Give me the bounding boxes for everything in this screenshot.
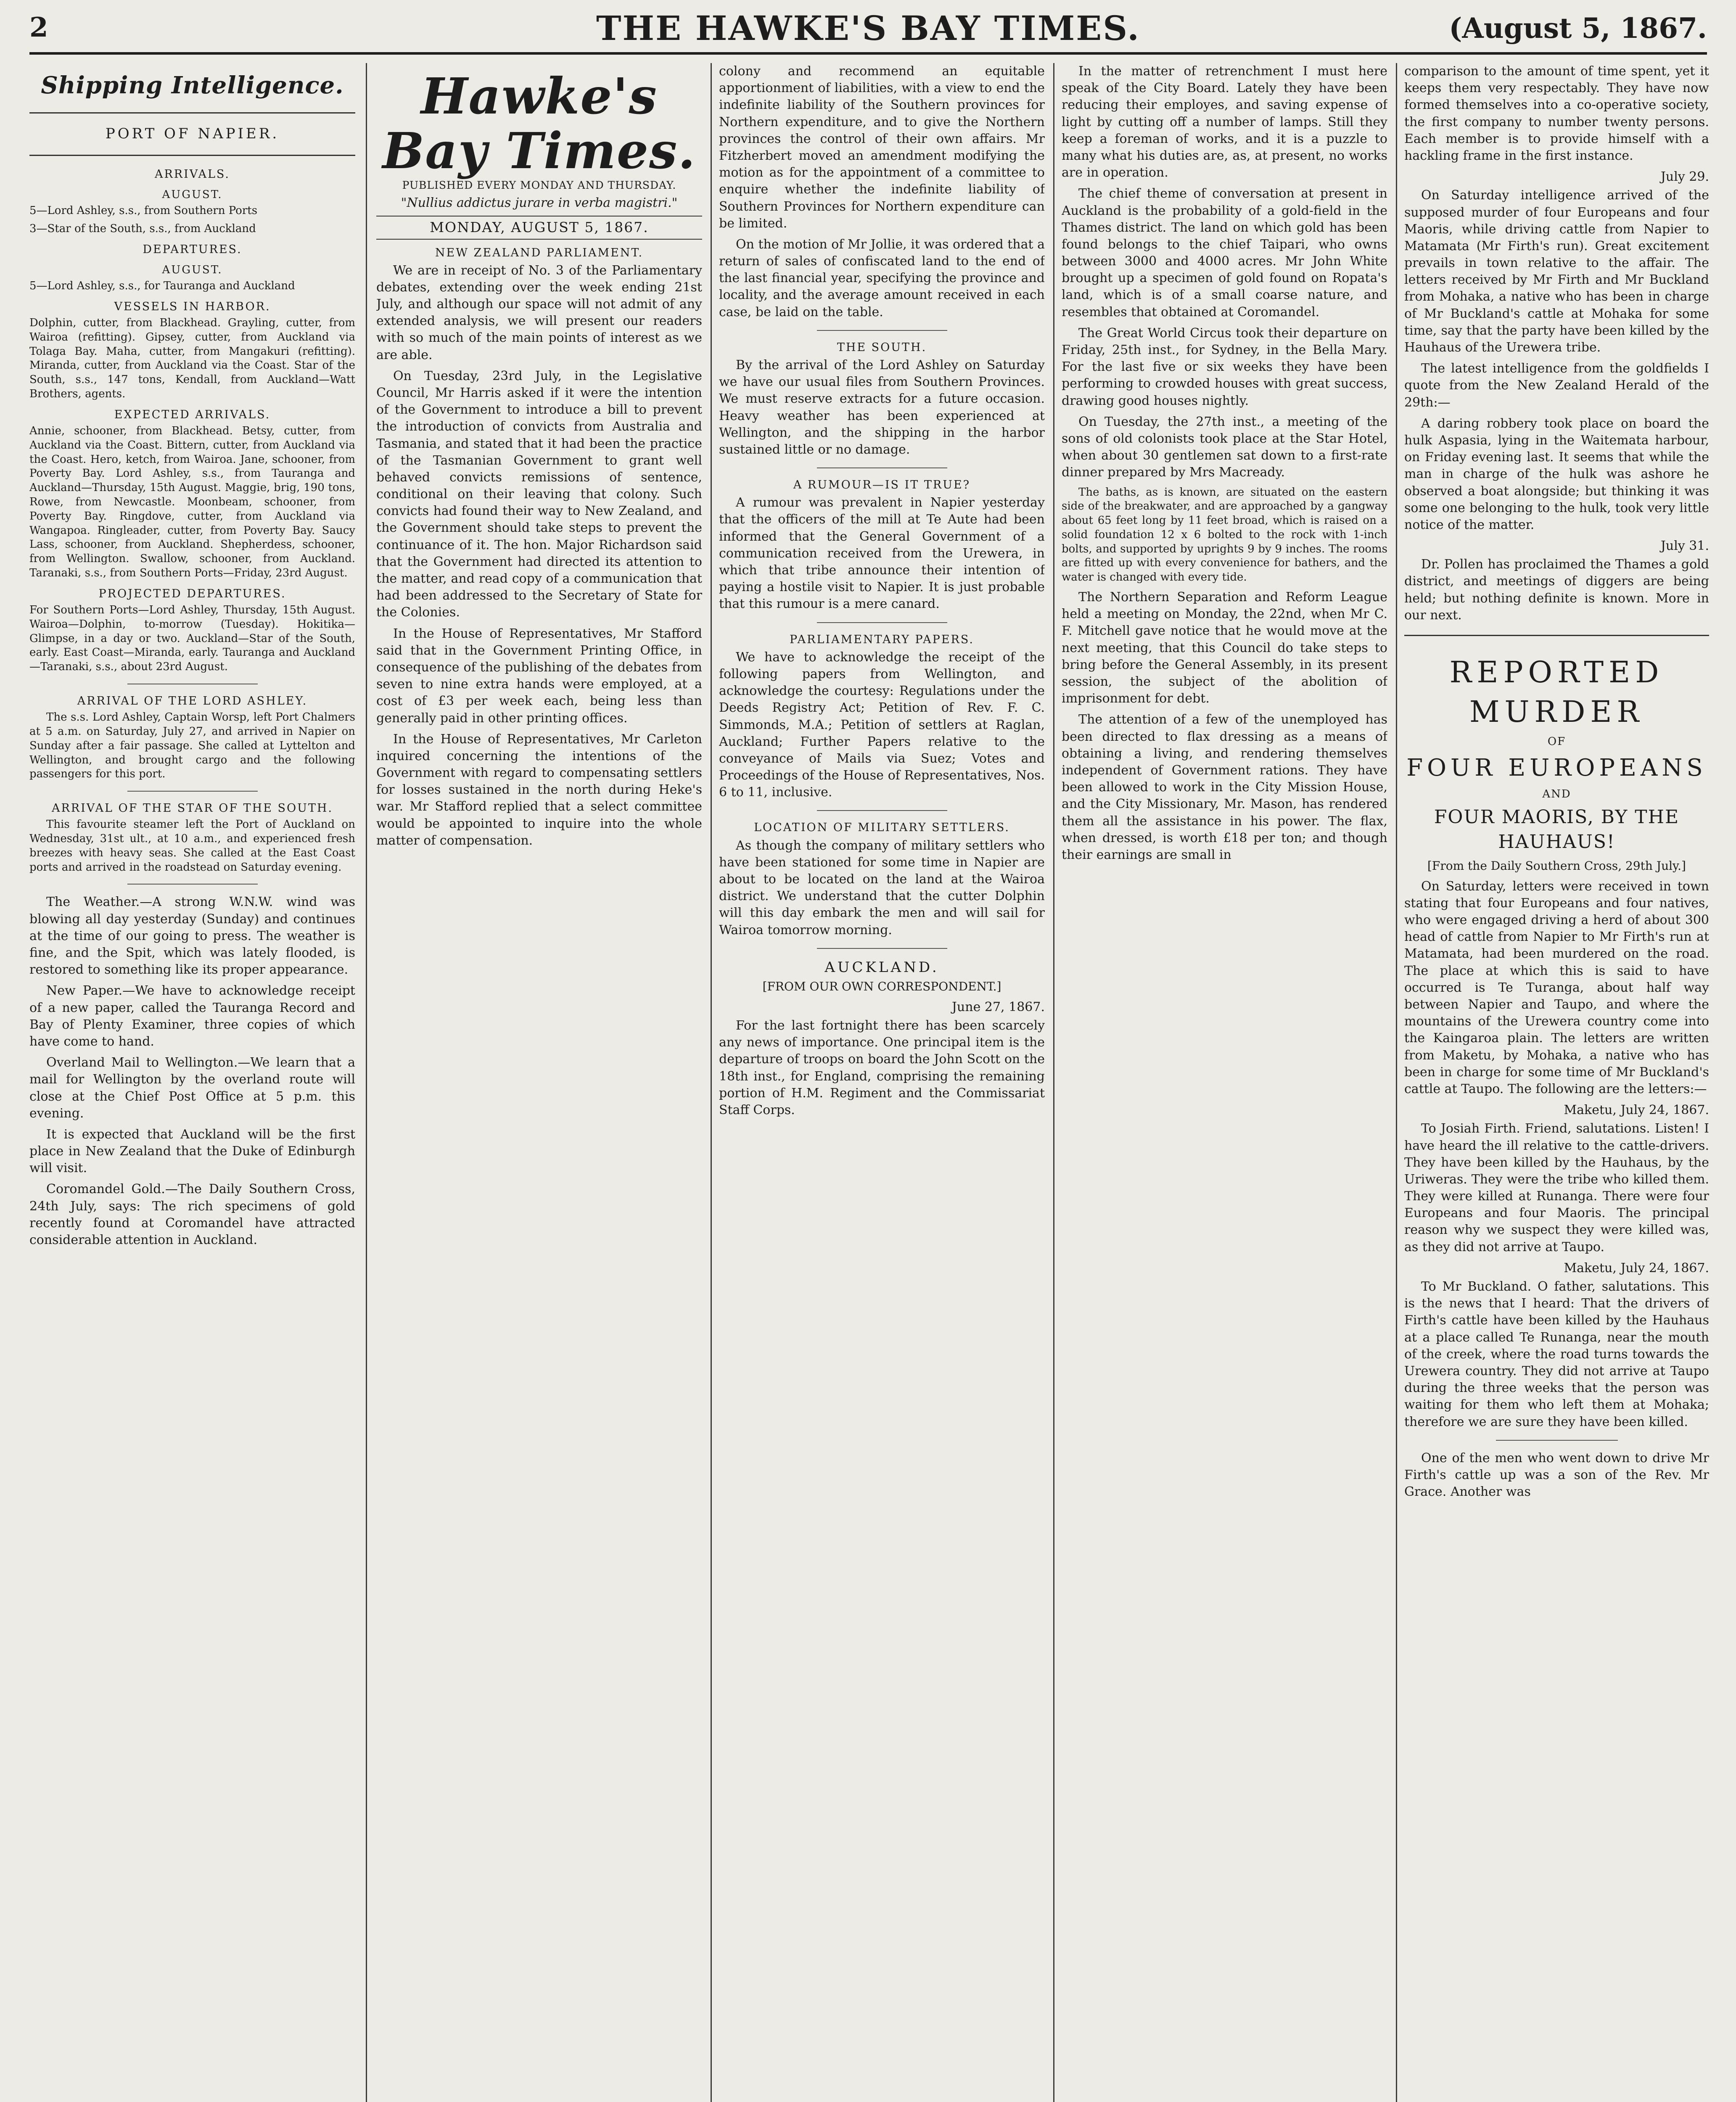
auckland-date: June 27, 1867. — [951, 999, 1045, 1014]
military-settlers-article: As though the company of military settlers who have been stationed for some time in Napier are about to be located on the land at the Wairoa district. We understand that the cutter Dolphin will this day embark the men and will sail for Wairoa tomorrow morning. — [719, 838, 1045, 937]
auckland-source: [FROM OUR OWN CORRESPONDENT.] — [762, 980, 1001, 994]
star-of-south-heading: ARRIVAL OF THE STAR OF THE SOUTH. — [51, 802, 333, 815]
expected-list: Annie, schooner, from Blackhead. Betsy, cutter, from Auckland via the Coast. Bittern, cutter, from Auckland via the Coast. Hero, ketch, from Wairoa. Jane, schooner, from Poverty Bay. Lord Ashley, s.s., from Tauranga and Auckland—Thursday, 15th August. Maggie, brig, 190 tons, Rowe, from Newcastle. Moonbeam, schooner, from Poverty Bay. Ringdove, cutter, from Auckland via Wangapoa. Ringleader, cutter, from Poverty Bay. Saucy Lass, schooner, from Auckland. Shepherdess, schooner, from Wellington. Swallow, schooner, from Auckland. Taranaki, s.s., from Southern Ports—Friday, 23rd August. — [29, 425, 355, 579]
arrivals-heading: ARRIVALS. — [154, 167, 230, 181]
auckland-duke-article: It is expected that Auckland will be the first place in New Zealand that the Duke of Edinburgh will visit. — [29, 1127, 355, 1176]
lord-ashley-heading: ARRIVAL OF THE LORD ASHLEY. — [77, 694, 308, 708]
goldfield-article: The chief theme of conversation at present in Auckland is the probability of a gold-field in the Thames district. The land on which gold has been found belongs to the chief Taipari, who owns between 3000 and 4000 acres. Mr John White brought up a specimen of gold found on Ropata's land, which is of a small coarse nature, and resembles that obtained at Coromandel. — [1062, 186, 1387, 320]
motto: "Nullius addictus jurare in verba magistri." — [401, 195, 678, 211]
lord-ashley-article: The s.s. Lord Ashley, Captain Worsp, left Port Chalmers at 5 a.m. on Saturday, July 27, and arrived in Napier on Sunday after a fair passage. She called at Lyttelton and Wellington, and brought cargo and the following passengers for this port. — [29, 711, 355, 781]
parliament-heading: NEW ZEALAND PARLIAMENT. — [435, 246, 644, 259]
column-rule — [711, 63, 712, 2102]
debates-article: In the House of Representatives, Mr Stafford said that in the Government Printing Office, in consequence of the publishing of the debates from seven to nine extra hands were employed, at a cost of £3 per week each, being less than generally paid in other printing offices. — [376, 626, 702, 726]
star-of-south-article: This favourite steamer left the Port of Auckland on Wednesday, 31st ult., at 10 a.m., and experienced fresh breezes with heavy seas. She called at the East Coast ports and arrived in the roadstead on Saturday evening. — [29, 818, 355, 874]
divider — [817, 622, 947, 623]
intelligence-article: On Saturday intelligence arrived of the supposed murder of four Europeans and four Maoris, while driving cattle from Napier to Matamata (Mr Firth's run). Great excitement prevails in town relative to the affair. The letters received by Mr Firth and Mr Buckland from Mohaka, a native who has been in charge of Mr Buckland's cattle at Mohaka for some time, say that the party have been killed by the Hauhaus of the Urewera tribe. — [1404, 188, 1709, 355]
rumour-article: A rumour was prevalent in Napier yesterday that the officers of the mill at Te Aute had been informed that the General Government of a communication received from the Urewera, in which that tribe announce their intention of paying a hostile visit to Napier. It is just probable that this rumour is a mere canard. — [719, 495, 1045, 612]
jollie-motion-article: On the motion of Mr Jollie, it was ordered that a return of sales of confiscated land to the end of the last financial year, specifying the province and locality, and the average amount received in each case, be laid on the table. — [719, 237, 1045, 320]
departures-month: AUGUST. — [162, 264, 223, 277]
coromandel-gold-article: Coromandel Gold.—The Daily Southern Cross, 24th July, says: The rich specimens of gold recently found at Coromandel have attracted considerable attention in Auckland. — [29, 1182, 355, 1248]
letter2-date: Maketu, July 24, 1867. — [1564, 1260, 1709, 1275]
newspaper-title: THE HAWKE'S BAY TIMES. — [596, 8, 1140, 48]
four-maoris-heading: FOUR MAORIS, BY THE HAUHAUS! — [1434, 806, 1680, 853]
separation-league-article: The Northern Separation and Reform League held a meeting on Monday, the 22nd, when Mr C. F. Mitchell gave notice that he would move at the next meeting, that this Council do take steps to bring before the General Assembly, in its present session, the subject of the abolition of imprisonment for debt. — [1062, 590, 1387, 706]
departure-entry: 5—Lord Ashley, s.s., for Tauranga and Auckland — [29, 280, 295, 293]
divider — [1404, 635, 1709, 636]
divider — [817, 330, 947, 331]
south-article: By the arrival of the Lord Ashley on Saturday we have our usual files from Southern Provinces. We must reserve extracts for a future occasion. Heavy weather has been experienced at Wellington, and the shipping in the harbor sustained little or no damage. — [719, 357, 1045, 457]
military-settlers-heading: LOCATION OF MILITARY SETTLERS. — [754, 821, 1010, 834]
letter1-text: To Josiah Firth. Friend, salutations. Listen! I have heard the ill relative to the cattle-drivers. They have been killed by the Hauhaus, by the Uriweras. They were the tribe who killed them. They were killed at Runanga. There were four Europeans and four Maoris. The principal reason why we suspect they were killed was, as they did not arrive at Taupo. — [1404, 1121, 1709, 1254]
of-heading: OF — [1547, 735, 1566, 748]
dateline: MONDAY, AUGUST 5, 1867. — [376, 216, 702, 239]
papers-article: We have to acknowledge the receipt of the following papers from Wellington, and acknowledge the courtesy: Regulations under the Deeds Registry Act; Petition of Rev. F. C. Simmonds, M.A.; Petition of settlers at Raglan, Auckland; Further Papers relative to the conveyance of Mails via Suez; Votes and Proceedings of the House of Representatives, Nos. 6 to 11, inclusive. — [719, 650, 1045, 800]
projected-heading: PROJECTED DEPARTURES. — [98, 587, 286, 600]
goldfields-latest: The latest intelligence from the goldfields I quote from the New Zealand Herald of the 29th:— — [1404, 361, 1709, 410]
liabilities-article: colony and recommend an equitable apportionment of liabilities, with a view to end the indefinite liability of the Southern provinces for Northern expenditure, and to give the Northern provinces the control of their own affairs. Mr Fitzherbert moved an amendment modifying the motion as for the appointment of a committee to enquire whether the indefinite liability of Southern Provinces for Northern expenditure can be limited. — [719, 64, 1045, 231]
murder-article: On Saturday, letters were received in town stating that four Europeans and four natives, who were engaged driving a herd of about 300 head of cattle from Napier to Mr Firth's run at Matamata, had been murdered on the road. The place at which this is said to have occurred is Te Turanga, about half way between Napier and Taupo, and where the mountains of the Urewera country come into the Kaingaroa plain. The letters are written from Maketu, by Mohaka, a native who has been in charge for some time of Mr Buckland's cattle at Taupo. The following are the letters:— — [1404, 879, 1709, 1096]
divider — [817, 467, 947, 468]
auckland-heading: AUCKLAND. — [824, 959, 939, 976]
projected-list: For Southern Ports—Lord Ashley, Thursday, 15th August. Wairoa—Dolphin, to-morrow (Tuesday). Hokitika—Glimpse, in a day or two. Auckland—Star of the South, early. East Coast—Miranda, early. Tauranga and Auckland—Taranaki, s.s., about 23rd August. — [29, 603, 355, 673]
page-number: 2 — [29, 12, 48, 43]
new-paper-article: New Paper.—We have to acknowledge receipt of a new paper, called the Tauranga Record and Bay of Plenty Examiner, three copies of which have come to hand. — [29, 983, 355, 1049]
overland-mail-article: Overland Mail to Wellington.—We learn that a mail for Wellington by the overland route will close at the Chief Post Office at 5 p.m. this evening. — [29, 1055, 355, 1121]
divider — [817, 948, 947, 949]
pollen-article: Dr. Pollen has proclaimed the Thames a gold district, and meetings of diggers are being held; but nothing definite is known. More in our next. — [1404, 557, 1709, 623]
circus-article: The Great World Circus took their departure on Friday, 25th inst., for Sydney, in the Bella Mary. For the last five or six weeks they have been performing to crowded houses with great success, drawing good houses nightly. — [1062, 325, 1387, 408]
divider — [1496, 1440, 1618, 1441]
reported-murder-heading: REPORTED MURDER — [1449, 655, 1664, 729]
arrivals-month: AUGUST. — [162, 188, 223, 201]
and-heading: AND — [1542, 788, 1571, 801]
intelligence-date: July 29. — [1660, 169, 1709, 185]
issue-date: (August 5, 1867. — [1449, 12, 1707, 45]
closing-article: One of the men who went down to drive Mr Firth's cattle up was a son of the Rev. Mr Grace. Another was — [1404, 1450, 1709, 1500]
parliament-intro: We are in receipt of No. 3 of the Parliamentary debates, extending over the week ending 21st July, and although our space will not admit of any extended analysis, we will present our readers with so much of the main points of interest as we are able. — [376, 263, 702, 362]
divider — [29, 112, 355, 114]
expected-heading: EXPECTED ARRIVALS. — [114, 408, 271, 421]
weather-article: The Weather.—A strong W.N.W. wind was blowing all day yesterday (Sunday) and continues at the time of our going to press. The weather is fine, and the Spit, which was lately flooded, is restored to something like its proper appearance. — [29, 895, 355, 977]
arrival-entry: 5—Lord Ashley, s.s., from Southern Ports — [29, 204, 258, 217]
divider — [817, 810, 947, 811]
shipping-section-title: Shipping Intelligence. — [41, 71, 344, 99]
vessels-heading: VESSELS IN HARBOR. — [114, 300, 271, 313]
column-rule — [1396, 63, 1397, 2102]
vessels-list: Dolphin, cutter, from Blackhead. Grayling, cutter, from Wairoa (refitting). Gipsey, cutter, from Auckland via Tolaga Bay. Maha, cutter, from Mangakuri (refitting). Miranda, cutter, from Auckland via the Coast. Star of the South, s.s., 147 tons, Kendall, from Auckland—Watt Brothers, agents. — [29, 317, 355, 401]
departures-heading: DEPARTURES. — [143, 243, 242, 256]
divider — [127, 791, 258, 792]
four-europeans-heading: FOUR EUROPEANS — [1406, 754, 1707, 782]
rumour-heading: A RUMOUR—IS IT TRUE? — [793, 478, 971, 492]
masthead: Hawke's Bay Times. — [382, 67, 696, 180]
arrival-entry: 3—Star of the South, s.s., from Auckland — [29, 222, 256, 235]
port-heading: PORT OF NAPIER. — [105, 125, 280, 143]
robbery-article: A daring robbery took place on board the hulk Aspasia, lying in the Waitemata harbour, on Friday evening last. It seems that while the man in charge of the hulk was ashore he observed a boat alongside; but thinking it was some one belonging to the hulk, took very little notice of the matter. — [1404, 416, 1709, 532]
compensation-article: In the House of Representatives, Mr Carleton inquired concerning the intentions of the Government with regard to compensating settlers for losses sustained in the north during Heke's war. Mr Stafford replied that a select committee would be appointed to inquire into the whole matter of compensation. — [376, 731, 702, 848]
cooperative-article: comparison to the amount of time spent, yet it keeps them very respectably. They have now formed themselves into a co-operative society, the first company to number twenty persons. Each member is to provide himself with a hackling frame in the first instance. — [1404, 64, 1709, 163]
divider — [127, 884, 258, 885]
papers-heading: PARLIAMENTARY PAPERS. — [789, 633, 975, 646]
dinner-article: On Tuesday, the 27th inst., a meeting of the sons of old colonists took place at the Star Hotel, when about 30 gentlemen sat down to a first-rate dinner prepared by Mrs Macready. — [1062, 414, 1387, 480]
column-correspondence — [1062, 63, 1387, 2102]
column-murder-report — [1404, 63, 1709, 2102]
page-header — [29, 6, 1707, 55]
south-heading: THE SOUTH. — [837, 341, 927, 354]
retrenchment-article: In the matter of retrenchment I must here speak of the City Board. Lately they have been reducing their employes, and saving expense of light by cutting off a number of lamps. Still they keep a foreman of works, and it is a puzzle to many what his duties are, as, at present, no works are in operation. — [1062, 64, 1387, 180]
publication-schedule: PUBLISHED EVERY MONDAY AND THURSDAY. — [402, 179, 676, 191]
murder-source: [From the Daily Southern Cross, 29th July.] — [1427, 859, 1686, 873]
column-news — [719, 63, 1045, 2102]
baths-article: The baths, as is known, are situated on the eastern side of the breakwater, and are approached by a gangway about 65 feet long by 11 feet broad, which is raised on a solid foundation 12 x 6 bolted to the rock with 1-inch bolts, and supported by uprights 9 by 9 inches. The rooms are fitted up with every convenience for bathers, and the water is changed with every tide. — [1062, 486, 1387, 584]
auckland-article: For the last fortnight there has been scarcely any news of importance. One principal item is the departure of troops on board the John Scott on the 18th inst., for England, comprising the remaining portion of H.M. Regiment and the Commissariat Staff Corps. — [719, 1018, 1045, 1117]
convicts-article: On Tuesday, 23rd July, in the Legislative Council, Mr Harris asked if it were the intention of the Government to introduce a bill to prevent the introduction of convicts from Australia and Tasmania, and stated that it had been the practice of the Tasmanian Government to grant well behaved convicts remissions of sentence, conditional on their leaving that colony. Such convicts had found their way to New Zealand, and the Government should take steps to prevent the continuance of it. The hon. Major Richardson said that the Government had directed its attention to the matter, and read copy of a communication that had been addressed to the Secretary of State for the Colonies. — [376, 368, 702, 620]
column-editorial — [376, 63, 702, 2102]
letter2-text: To Mr Buckland. O father, salutations. This is the news that I heard: That the drivers of Firth's cattle have been killed by the Hauhaus at a place called Te Runanga, near the mouth of the creek, where the road turns towards the Urewera country. They did not arrive at Taupo during the three weeks that the person was waiting for them who left them at Mohaka; therefore we are sure they have been killed. — [1404, 1279, 1709, 1429]
column-rule — [366, 63, 367, 2102]
letter1-date: Maketu, July 24, 1867. — [1564, 1103, 1709, 1118]
flax-article: The attention of a few of the unemployed has been directed to flax dressing as a means of obtaining a living, and rendering themselves independent of Government rations. They have been allowed to work in the City Mission House, and the City Missionary, Mr. Mason, has rendered them all the assistance in his power. The flax, when dressed, is worth £18 per ton; and though their earnings are small in — [1062, 712, 1387, 862]
pollen-date: July 31. — [1660, 539, 1709, 554]
column-rule — [1053, 63, 1054, 2102]
divider — [29, 155, 355, 156]
column-shipping — [29, 63, 355, 2102]
